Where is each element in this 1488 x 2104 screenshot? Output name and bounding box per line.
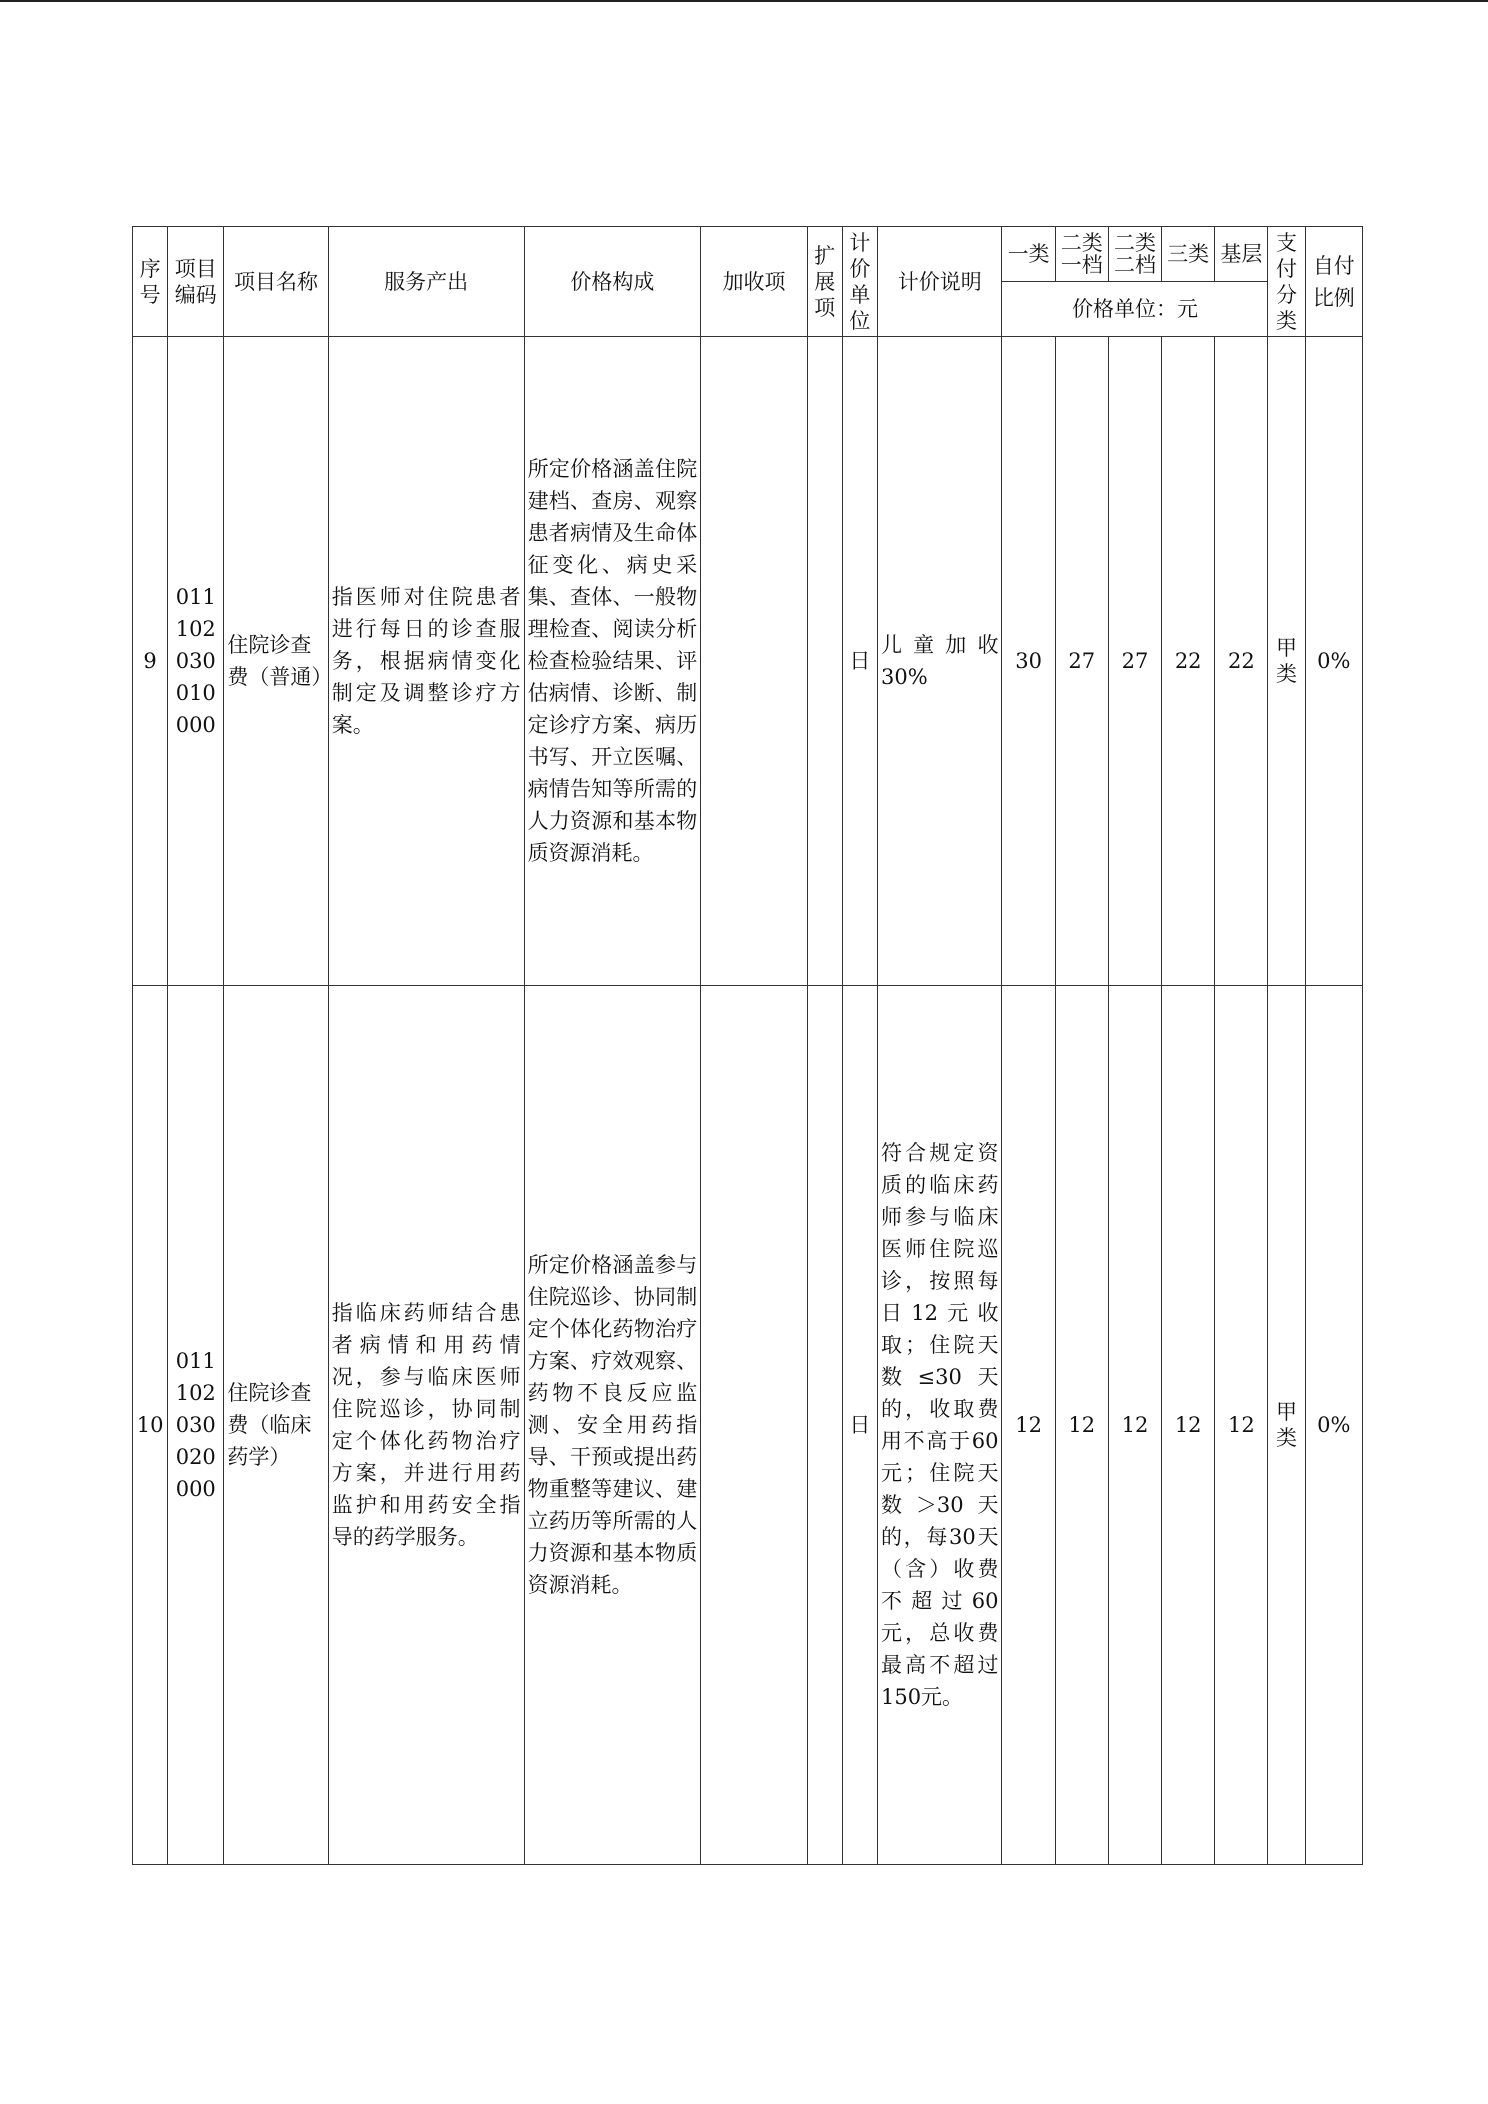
cell-price-class2-tier2: 27 (1108, 337, 1161, 986)
header-class3: 三类 (1162, 227, 1215, 282)
cell-self-pay-ratio: 0% (1305, 986, 1362, 1865)
cell-payment-category: 甲类 (1268, 986, 1305, 1865)
cell-extension (807, 986, 842, 1865)
table-header-row (133, 227, 1363, 282)
cell-price-class3: 22 (1162, 337, 1215, 986)
header-seq: 序号 (133, 227, 168, 337)
header-unit: 计价单位 (842, 227, 877, 337)
header-self-pay-ratio: 自付比例 (1305, 227, 1362, 337)
cell-pricing-note: 儿童加收30% (877, 337, 1002, 986)
cell-price-class1: 30 (1002, 337, 1055, 986)
cell-name: 住院诊查费（临床药学） (224, 986, 328, 1865)
header-payment-category: 支付分类 (1268, 227, 1305, 337)
cell-code: 011102030010000 (168, 337, 224, 986)
cell-self-pay-ratio: 0% (1305, 337, 1362, 986)
cell-price-class2-tier1: 12 (1055, 986, 1108, 1865)
header-composition: 价格构成 (524, 227, 701, 337)
cell-price-class1: 12 (1002, 986, 1055, 1865)
cell-price-primary: 22 (1215, 337, 1268, 986)
header-class2-tier2: 二类二档 (1108, 227, 1161, 282)
cell-surcharge (701, 986, 807, 1865)
cell-surcharge (701, 337, 807, 986)
cell-price-class2-tier2: 12 (1108, 986, 1161, 1865)
cell-output: 指医师对住院患者进行每日的诊查服务，根据病情变化制定及调整诊疗方案。 (328, 337, 524, 986)
cell-price-class2-tier1: 27 (1055, 337, 1108, 986)
table-row (133, 986, 1363, 1865)
header-class2-tier1: 二类一档 (1055, 227, 1108, 282)
medical-fee-table (132, 226, 1363, 1865)
cell-unit: 日 (842, 337, 877, 986)
cell-code: 011102030020000 (168, 986, 224, 1865)
header-name: 项目名称 (224, 227, 328, 337)
page-top-border (0, 0, 1488, 2)
cell-unit: 日 (842, 986, 877, 1865)
header-code: 项目编码 (168, 227, 224, 337)
header-price-unit: 价格单位：元 (1002, 282, 1268, 337)
header-pricing-note: 计价说明 (877, 227, 1002, 337)
cell-composition: 所定价格涵盖住院建档、查房、观察患者病情及生命体征变化、病史采集、查体、一般物理检查、阅读分析检查检验结果、评估病情、诊断、制定诊疗方案、病历书写、开立医嘱、病情告知等所需的人力资源和基本物质资源消耗。 (524, 337, 701, 986)
cell-name: 住院诊查费（普通） (224, 337, 328, 986)
cell-composition: 所定价格涵盖参与住院巡诊、协同制定个体化药物治疗方案、疗效观察、药物不良反应监测、安全用药指导、干预或提出药物重整等建议、建立药历等所需的人力资源和基本物质资源消耗。 (524, 986, 701, 1865)
header-surcharge: 加收项 (701, 227, 807, 337)
cell-output: 指临床药师结合患者病情和用药情况，参与临床医师住院巡诊，协同制定个体化药物治疗方案，并进行用药监护和用药安全指导的药学服务。 (328, 986, 524, 1865)
table-row (133, 337, 1363, 986)
cell-seq: 10 (133, 986, 168, 1865)
header-primary: 基层 (1215, 227, 1268, 282)
header-class1: 一类 (1002, 227, 1055, 282)
cell-extension (807, 337, 842, 986)
header-output: 服务产出 (328, 227, 524, 337)
cell-seq: 9 (133, 337, 168, 986)
header-extension: 扩展项 (807, 227, 842, 337)
cell-pricing-note: 符合规定资质的临床药师参与临床医师住院巡诊，按照每日12元收取；住院天数≤30天的，收取费用不高于60元；住院天数＞30天的，每30天（含）收费不超过60元，总收费最高不超过150元。 (877, 986, 1002, 1865)
cell-price-primary: 12 (1215, 986, 1268, 1865)
cell-price-class3: 12 (1162, 986, 1215, 1865)
cell-payment-category: 甲类 (1268, 337, 1305, 986)
